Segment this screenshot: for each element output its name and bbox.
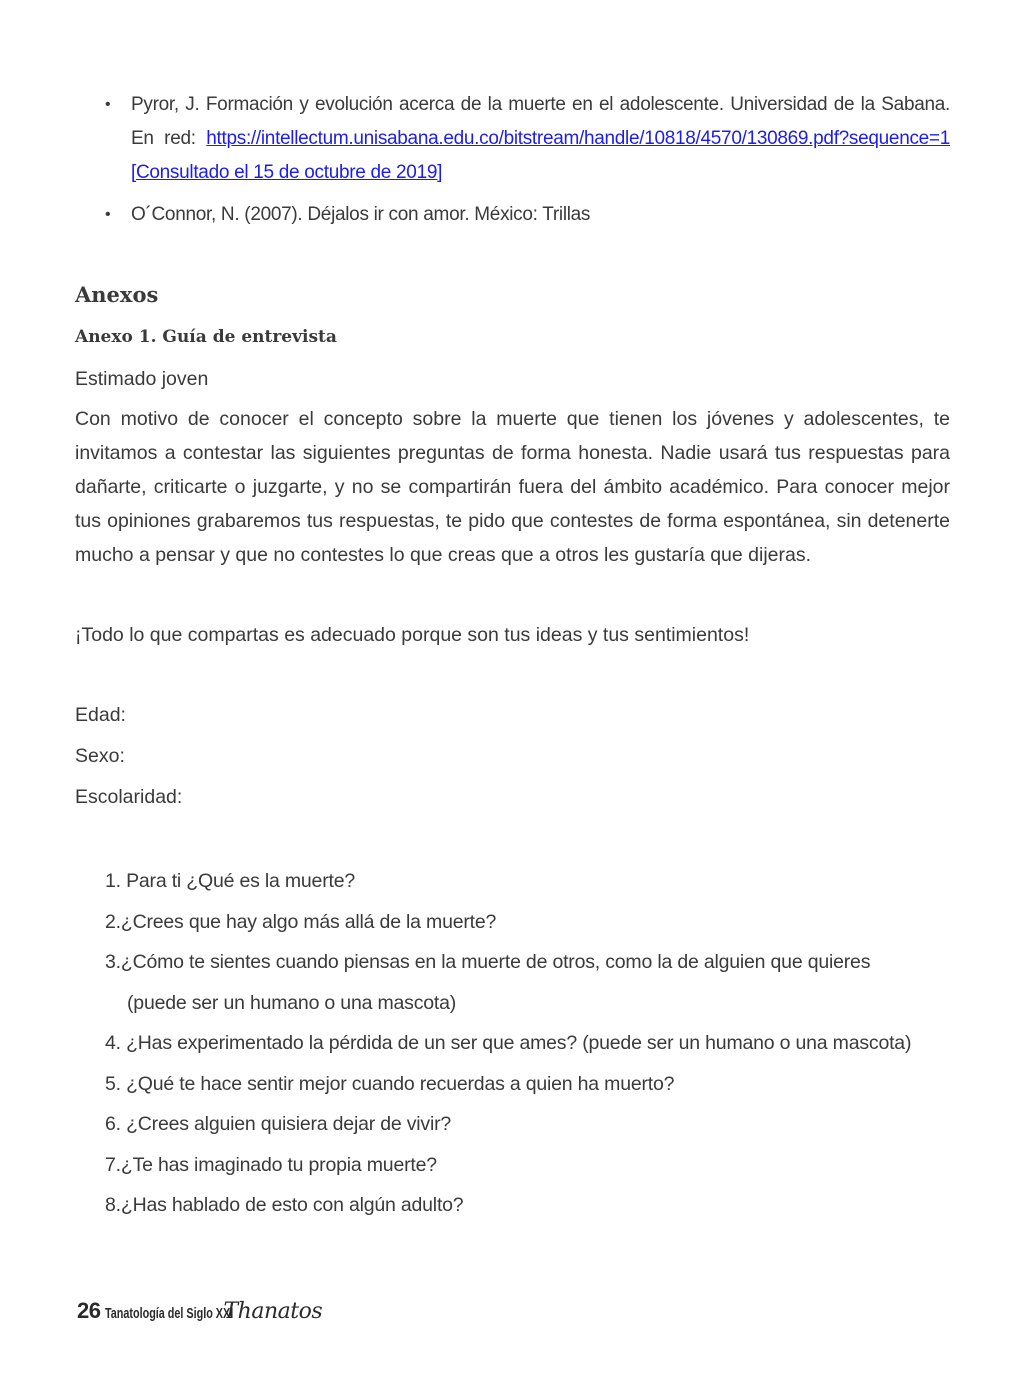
question-text: ¿Has experimentado la pérdida de un ser que ames? (puede ser un humano o una mascota) <box>120 1032 912 1054</box>
references-list <box>75 88 950 232</box>
question-text: ¿Te has imaginado tu propia muerte? <box>120 1153 437 1176</box>
greeting: Estimado joven <box>75 368 209 390</box>
bullet-icon: • <box>105 206 111 223</box>
page-number: 26 <box>77 1298 101 1323</box>
question-text: ¿Crees que hay algo más allá de la muerte? <box>120 910 497 933</box>
question-item <box>105 1145 955 1186</box>
journal-logo: Thanatos <box>223 1299 323 1324</box>
reference-link[interactable]: https://intellectum.unisabana.edu.co/bitstream/handle/10818/4570/130869.pdf?sequence=1 [Consultado el 15 de octubre de 2019] <box>131 128 950 183</box>
reference-text: O´Connor, N. (2007). Déjalos ir con amor. México: Trillas <box>131 204 591 225</box>
question-item <box>105 1023 955 1064</box>
question-text: ¿Has hablado de esto con algún adulto? <box>120 1194 464 1216</box>
question-number: 7. <box>105 1153 121 1176</box>
question-number: 3. <box>105 951 121 973</box>
question-number: 6. <box>105 1113 121 1135</box>
question-continuation: (puede ser un humano o una mascota) <box>127 991 457 1014</box>
closing-sentence: ¡Todo lo que compartas es adecuado porque son tus ideas y tus sentimientos! <box>75 624 750 646</box>
annex1-heading: Anexo 1. Guía de entrevista <box>75 327 337 347</box>
question-text: Para ti ¿Qué es la muerte? <box>120 870 355 892</box>
question-item <box>105 1064 955 1105</box>
questions-list <box>105 861 955 1226</box>
question-item <box>105 861 955 902</box>
question-number: 5. <box>105 1072 121 1095</box>
schooling-field-label: Escolaridad: <box>75 786 183 808</box>
reference-text: Pyror, J. Formación y evolución acerca de la muerte en el adolescente. Universidad de la Sabana. En red: <box>131 94 950 149</box>
question-number: 2. <box>105 910 121 933</box>
sex-field-label: Sexo: <box>75 745 125 767</box>
annexes-heading: Anexos <box>75 282 159 307</box>
question-text: ¿Cómo te sientes cuando piensas en la muerte de otros, como la de alguien que quieres <box>120 951 871 973</box>
journal-name: Tanatología del Siglo XXI <box>105 1305 234 1322</box>
page-footer <box>77 1298 322 1324</box>
question-item <box>105 1185 955 1226</box>
reference-item <box>75 88 950 190</box>
question-number: 8. <box>105 1194 121 1216</box>
question-text: ¿Qué te hace sentir mejor cuando recuerdas a quien ha muerto? <box>120 1072 675 1095</box>
question-number: 1. <box>105 870 121 892</box>
question-item <box>105 942 955 1023</box>
question-number: 4. <box>105 1032 121 1054</box>
bullet-icon: • <box>105 96 111 113</box>
question-item <box>105 902 955 943</box>
question-text: ¿Crees alguien quisiera dejar de vivir? <box>120 1113 452 1135</box>
reference-item <box>75 198 950 232</box>
question-item <box>105 1104 955 1145</box>
intro-paragraph: Con motivo de conocer el concepto sobre la muerte que tienen los jóvenes y adolescentes, te invitamos a contestar las siguientes preguntas de forma honesta. Nadie usará tus respuestas para dañarte, criticarte o juzgarte, y no se compartirán fuera del ámbito académico. Para conocer mejor tus opiniones grabaremos tus respuestas, te pido que contestes de forma espontánea, sin detenerte mucho a pensar y que no contestes lo que creas que a otros les gustaría que dijeras. <box>75 408 950 566</box>
age-field-label: Edad: <box>75 704 126 726</box>
